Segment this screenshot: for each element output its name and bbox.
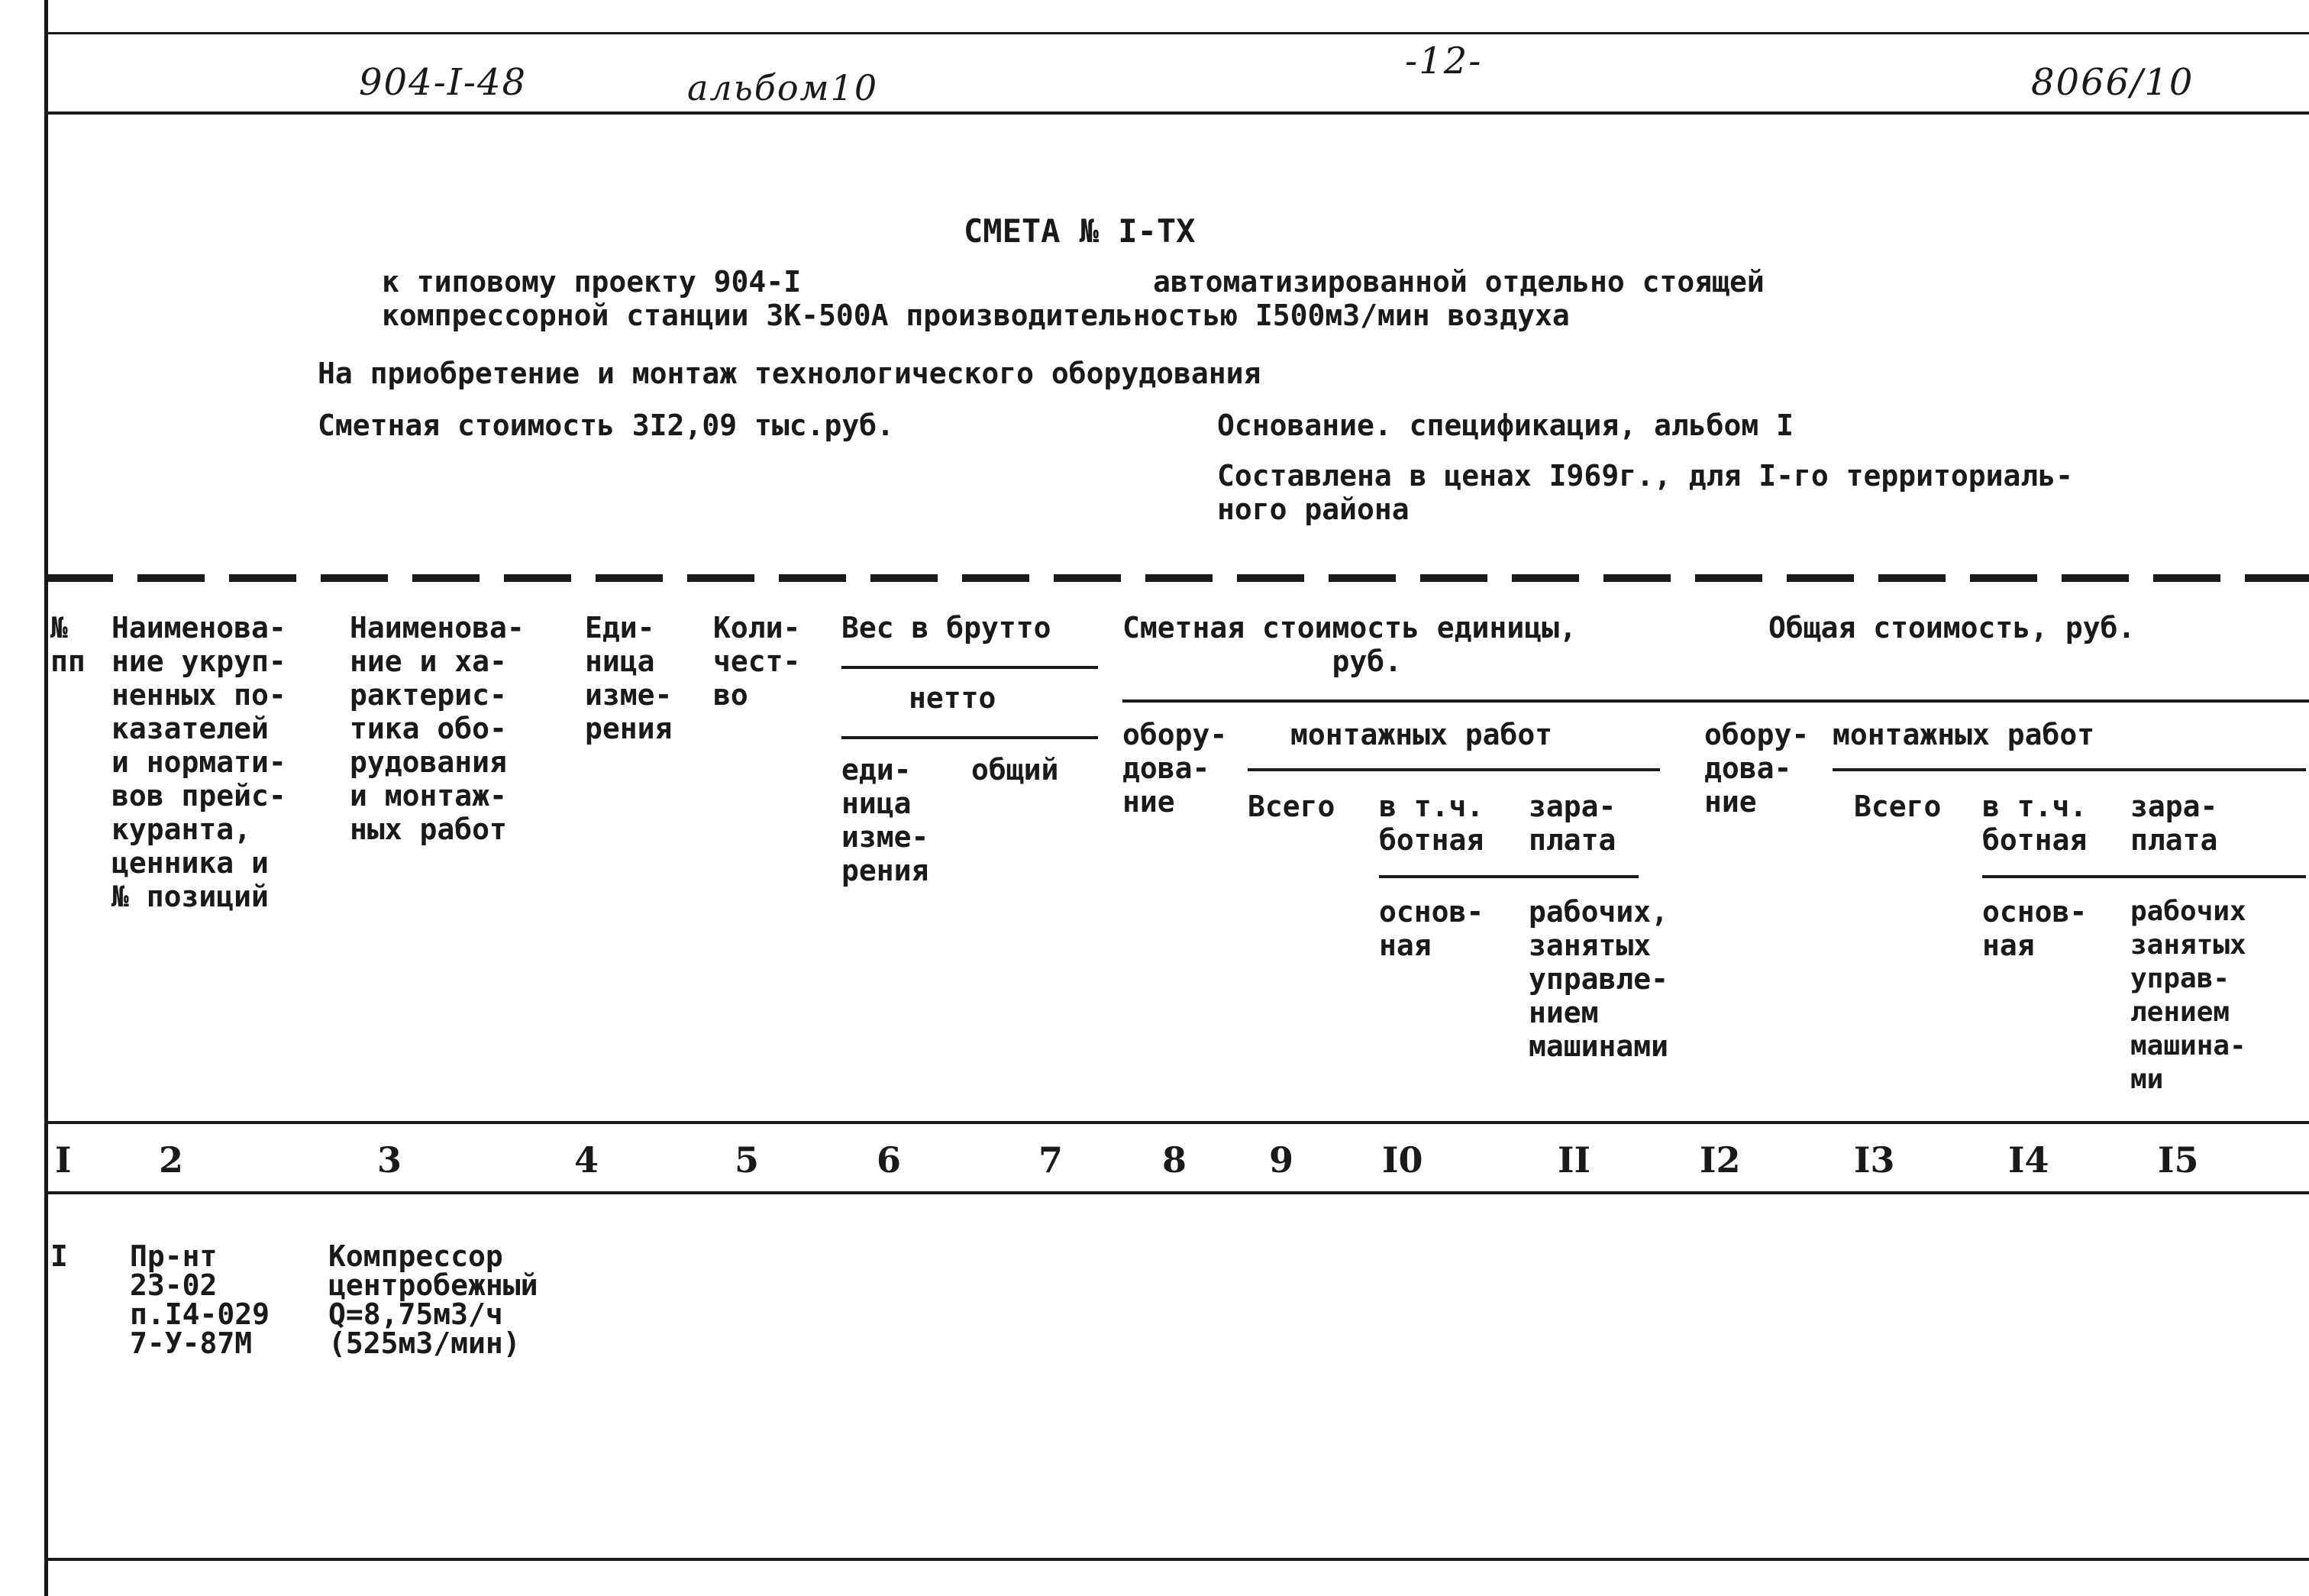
row-1-num: I	[50, 1239, 68, 1273]
doc-purpose: На приобретение и монтаж технологического оборудования	[318, 357, 1261, 390]
col-num-13: I3	[1854, 1139, 1895, 1181]
header-total-unit: Всего	[1248, 790, 1335, 823]
header-basic-total: основ- ная	[1982, 895, 2088, 962]
weight-underline	[841, 666, 1098, 669]
col-num-12: I2	[1700, 1139, 1741, 1181]
col-num-15: I5	[2158, 1139, 2199, 1181]
header-unit: Еди- ница изме- рения	[585, 611, 673, 745]
doc-line1-right: автоматизированной отдельно стоящей	[1153, 265, 1765, 299]
col-num-2: 2	[159, 1139, 184, 1181]
col-num-8: 8	[1162, 1139, 1187, 1181]
frame-top	[44, 32, 2309, 34]
header-equip-unit: обору- дова- ние	[1122, 718, 1228, 819]
wage-underline-1	[1379, 875, 1639, 878]
header-incl-unit: в т.ч. ботная	[1379, 790, 1484, 857]
row-1-ref: Пр-нт 23-02 п.I4-029 7-У-87М	[130, 1239, 270, 1360]
header-quantity: Коли- чест- во	[713, 611, 801, 712]
row-1-name: Компрессор центробежный Q=8,75м3/ч (525м3/мин)	[328, 1239, 538, 1360]
dashed-separator	[46, 574, 2309, 582]
header-workers-unit: рабочих, занятых управле- нием машинами	[1529, 895, 1669, 1063]
col-num-9: 9	[1269, 1139, 1294, 1181]
header-ref: Наименова- ние укруп- ненных по- казателей и нормати- вов прейс- куранта, ценника и № позиций	[111, 611, 286, 913]
col-num-7: 7	[1038, 1139, 1064, 1181]
numbers-bottom-line	[46, 1191, 2309, 1194]
header-install-unit: монтажных работ	[1290, 718, 1553, 751]
header-weight-total: общий	[971, 753, 1059, 787]
header-wage-unit: зара- плата	[1529, 790, 1616, 857]
col-num-10: I0	[1382, 1139, 1423, 1181]
header-total-total: Всего	[1854, 790, 1942, 823]
header-netto: нетто	[909, 681, 996, 715]
doc-cost: Сметная стоимость 3I2,09 тыс.руб.	[318, 409, 894, 442]
page-number: -12-	[1405, 40, 1483, 82]
doc-basis: Основание. спецификация, альбом I	[1217, 409, 1794, 442]
doc-prices-2: ного района	[1217, 493, 1410, 526]
header-install-total: монтажных работ	[1833, 718, 2095, 751]
col-num-4: 4	[574, 1139, 599, 1181]
page-frame-left	[44, 0, 48, 1596]
install-underline-2	[1833, 768, 2306, 771]
header-total-cost: Общая стоимость, руб.	[1768, 611, 2136, 645]
wage-underline-2	[1982, 875, 2306, 878]
doc-line1-left: к типовому проекту 904-I	[382, 265, 802, 299]
header-bottom-line	[46, 1121, 2309, 1124]
header-equip-total: обору- дова- ние	[1704, 718, 1810, 819]
col-num-11: II	[1558, 1139, 1591, 1181]
doc-line2: компрессорной станции 3К-500А производительностью I500м3/мин воздуха	[382, 299, 1570, 332]
install-underline-1	[1248, 768, 1660, 771]
header-basic-unit: основ- ная	[1379, 895, 1484, 962]
col-num-1: I	[55, 1139, 72, 1181]
header-weight-unit: еди- ница изме- рения	[841, 753, 929, 887]
frame-bottom	[44, 1558, 2309, 1561]
header-wage-total: зара- плата	[2130, 790, 2218, 857]
netto-underline	[841, 736, 1098, 739]
header-equipment: Наименова- ние и ха- рактерис- тика обо- рудования и монтаж- ных работ	[350, 611, 525, 846]
header-num: № пп	[50, 611, 86, 678]
header-weight: Вес в брутто	[841, 611, 1051, 645]
doc-title: СМЕТА № I-ТХ	[964, 212, 1196, 250]
album-label: альбом10	[687, 67, 879, 108]
header-unit-cost: Сметная стоимость единицы, руб.	[1122, 611, 1577, 678]
col-num-6: 6	[877, 1139, 902, 1181]
col-num-3: 3	[377, 1139, 402, 1181]
cost-underline	[1122, 699, 2309, 703]
doc-number: 8066/10	[2031, 61, 2194, 104]
doc-prices-1: Составлена в ценах I969г., для I-го территориаль-	[1217, 459, 2074, 493]
header-incl-total: в т.ч. ботная	[1982, 790, 2088, 857]
header-workers-total: рабочих занятых управ- лением машина- ми	[2130, 896, 2246, 1095]
header-divider	[44, 111, 2309, 115]
project-code: 904-I-48	[359, 61, 528, 104]
col-num-5: 5	[735, 1139, 760, 1181]
col-num-14: I4	[2008, 1139, 2049, 1181]
